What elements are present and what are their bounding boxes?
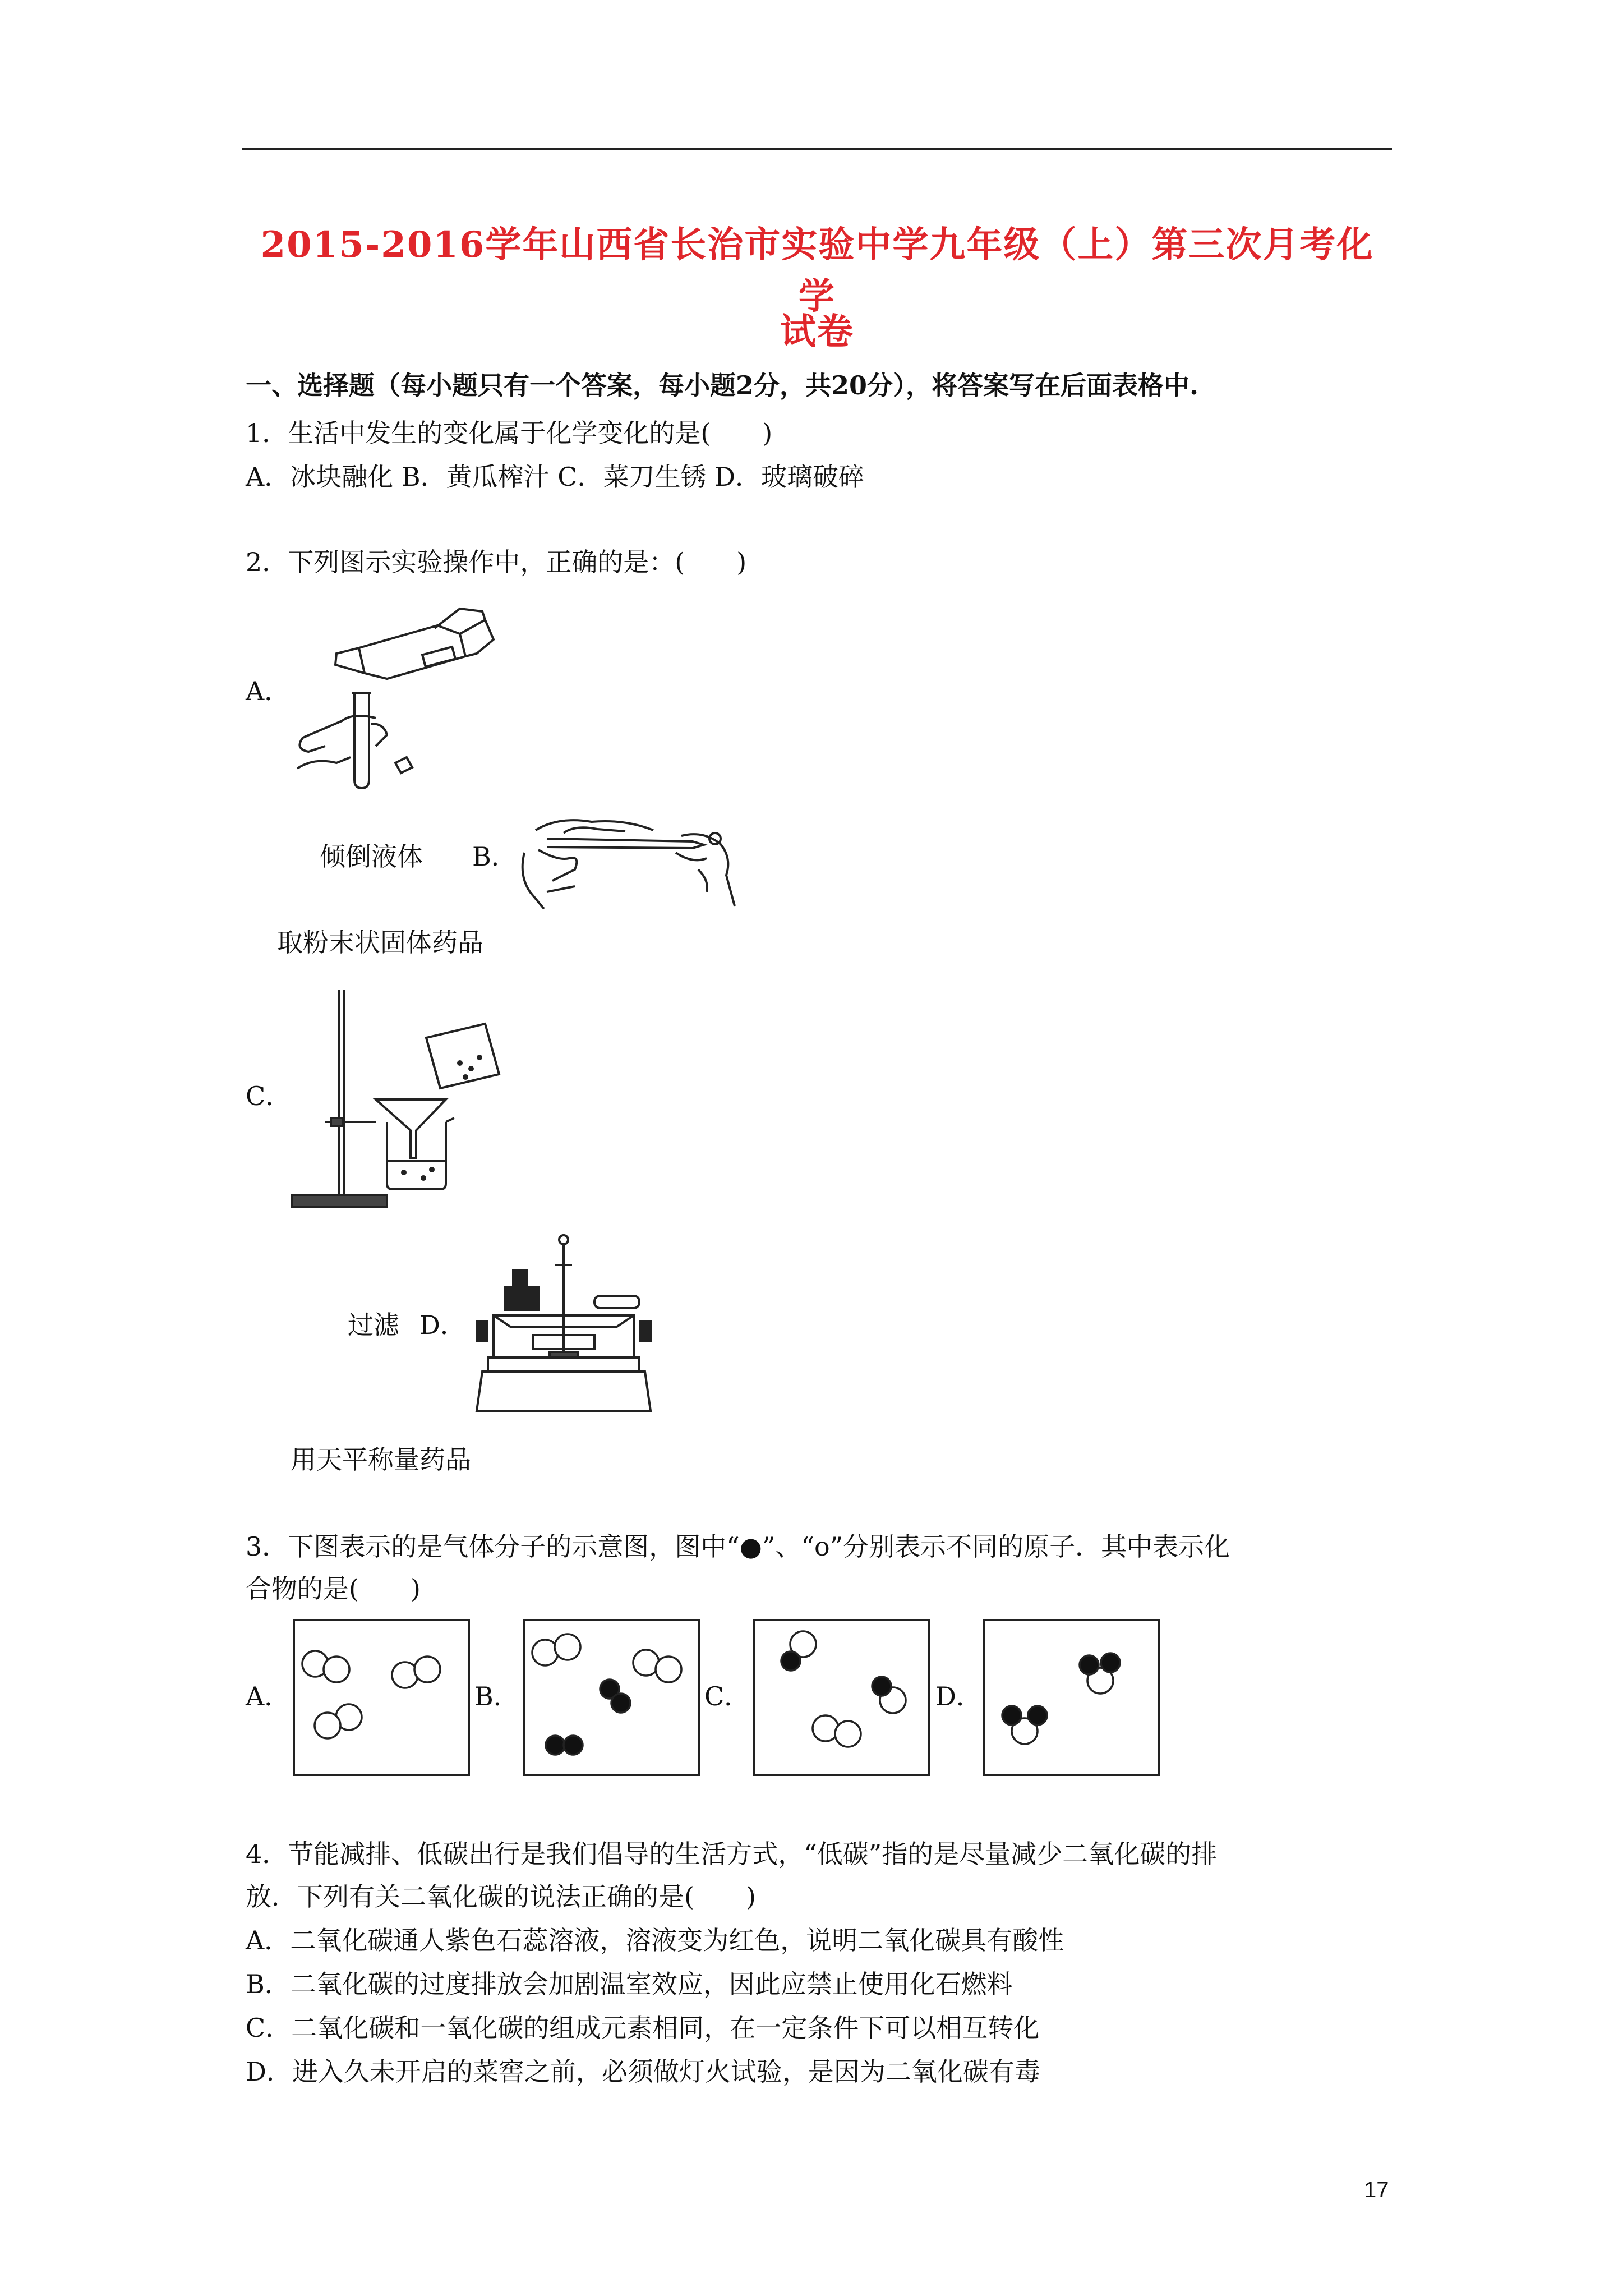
q2-option-a-caption: 倾倒液体	[320, 841, 423, 872]
q2-option-d-label: D．	[419, 1310, 466, 1340]
q4-option-d: D．进入久未开启的菜窖之前，必须做灯火试验，是因为二氧化碳有毒	[246, 2056, 1040, 2087]
q4-stem-line2: 放．下列有关二氧化碳的说法正确的是( )	[246, 1881, 756, 1912]
q2-option-b-caption: 取粉末状固体药品	[277, 927, 483, 958]
q3-stem-line1: 3．下图表示的是气体分子的示意图，图中“●”、“o”分别表示不同的原子．其中表示化	[246, 1531, 1230, 1562]
paper-title-line2: 试卷	[780, 311, 854, 353]
q2-option-b-label: B．	[472, 841, 517, 872]
q3-option-b-label: B．	[474, 1681, 519, 1711]
header-rule	[242, 148, 1392, 150]
q2-stem: 2．下列图示实验操作中，正确的是：( )	[246, 547, 747, 577]
q3-option-a-label: A．	[246, 1681, 291, 1711]
q3-option-c-label: C．	[704, 1681, 750, 1711]
q4-option-a: A．二氧化碳通人紫色石蕊溶液，溶液变为红色，说明二氧化碳具有酸性	[246, 1925, 1064, 1955]
powder-sampling-illustration	[513, 808, 749, 914]
pouring-liquid-illustration	[292, 595, 505, 791]
q2-option-d-caption: 用天平称量药品	[291, 1444, 471, 1475]
q1-options: A．冰块融化 B．黄瓜榨汁 C．菜刀生锈 D．玻璃破碎	[246, 462, 864, 492]
q4-stem-line1: 4．节能减排、低碳出行是我们倡导的生活方式，“低碳”指的是尽量减少二氧化碳的排	[246, 1839, 1218, 1869]
balance-scale-illustration	[471, 1231, 656, 1416]
q2-option-a-label: A．	[246, 676, 291, 706]
q2-option-c-label: C．	[246, 1081, 292, 1111]
paper-title-line1: 2015-2016学年山西省长治市实验中学九年级（上）第三次月考化学	[260, 224, 1374, 318]
q4-option-b: B．二氧化碳的过度排放会加剧温室效应，因此应禁止使用化石燃料	[246, 1969, 1013, 1999]
molecule-box-c	[753, 1619, 930, 1776]
molecule-box-d	[983, 1619, 1160, 1776]
molecule-box-b	[523, 1619, 700, 1776]
q4-option-c: C．二氧化碳和一氧化碳的组成元素相同，在一定条件下可以相互转化	[246, 2013, 1040, 2043]
molecule-box-a	[293, 1619, 470, 1776]
q3-stem-line2: 合物的是( )	[246, 1573, 421, 1604]
q1-stem: 1．生活中发生的变化属于化学变化的是( )	[246, 418, 773, 448]
q2-option-c-caption: 过滤	[348, 1310, 399, 1340]
page-number: 17	[1364, 2178, 1389, 2202]
section-heading: 一、选择题（每小题只有一个答案，每小题2分，共20分），将答案写在后面表格中.	[246, 370, 1199, 401]
filtration-illustration	[292, 990, 527, 1214]
q3-option-d-label: D．	[935, 1681, 982, 1711]
